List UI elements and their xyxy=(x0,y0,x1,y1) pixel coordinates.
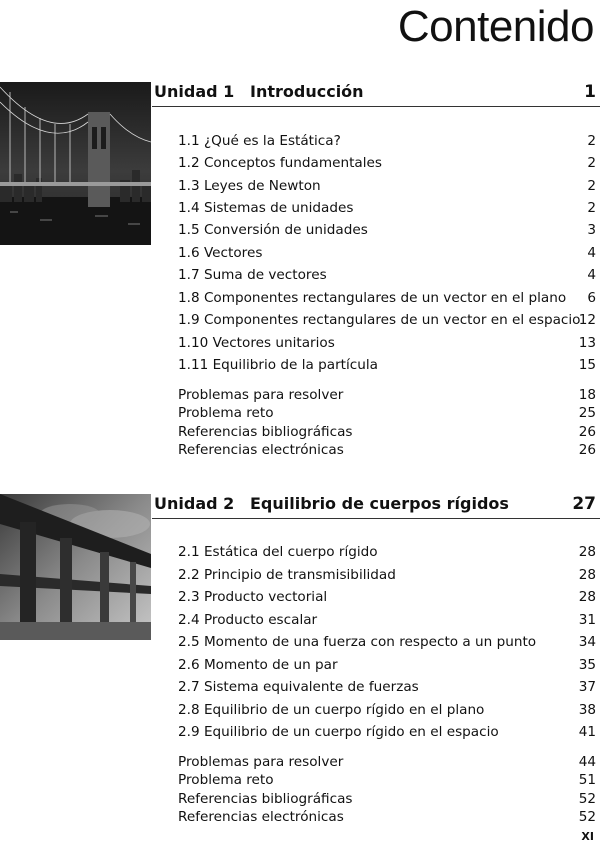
toc-entry-page: 12 xyxy=(578,312,596,328)
toc-entry-page: 6 xyxy=(587,290,596,306)
toc-entry-label: 1.5 Conversión de unidades xyxy=(178,222,368,238)
toc-entry[interactable] xyxy=(178,677,596,697)
unit2-label: Unidad 2 xyxy=(154,494,235,513)
toc-backmatter-label: Problema reto xyxy=(178,405,274,421)
unit1-page: 1 xyxy=(584,82,596,102)
toc-entry-label: 1.3 Leyes de Newton xyxy=(178,178,321,194)
toc-entry[interactable] xyxy=(178,153,596,173)
toc-entry-label: 2.5 Momento de una fuerza con respecto a un punto xyxy=(178,634,537,650)
toc-entry[interactable] xyxy=(178,587,596,607)
toc-backmatter[interactable] xyxy=(178,404,596,422)
page-folio: XI xyxy=(581,830,594,843)
toc-entry-label: 2.6 Momento de un par xyxy=(178,657,338,673)
toc-entry-label: 1.8 Componentes rectangulares de un vector en el plano xyxy=(178,290,567,306)
toc-entry-label: 2.3 Producto vectorial xyxy=(178,589,328,605)
toc-entry-page: 38 xyxy=(578,702,596,718)
toc-entry-page: 2 xyxy=(587,200,596,216)
toc-backmatter[interactable] xyxy=(178,753,596,771)
bridge-night-image xyxy=(0,82,151,245)
toc-entry[interactable] xyxy=(178,288,596,308)
toc-backmatter[interactable] xyxy=(178,423,596,441)
toc-backmatter-page: 52 xyxy=(578,809,596,825)
toc-entry-page: 34 xyxy=(578,634,596,650)
toc-backmatter-label: Problema reto xyxy=(178,772,274,788)
toc-entry-page: 31 xyxy=(578,612,596,628)
toc-entry[interactable] xyxy=(178,220,596,240)
toc-entry-label: 2.1 Estática del cuerpo rígido xyxy=(178,544,378,560)
toc-backmatter-label: Referencias electrónicas xyxy=(178,442,344,458)
toc-entry[interactable] xyxy=(178,632,596,652)
toc-entry-label: 1.10 Vectores unitarios xyxy=(178,335,335,351)
toc-entry-label: 2.8 Equilibrio de un cuerpo rígido en el plano xyxy=(178,702,485,718)
toc-entry-label: 1.1 ¿Qué es la Estática? xyxy=(178,133,341,149)
unit1-title: Introducción xyxy=(250,82,364,101)
toc-entry-page: 15 xyxy=(578,357,596,373)
toc-entry-page: 2 xyxy=(587,133,596,149)
toc-entry-page: 28 xyxy=(578,567,596,583)
toc-entry[interactable] xyxy=(178,198,596,218)
toc-entry-label: 1.4 Sistemas de unidades xyxy=(178,200,354,216)
toc-entry-label: 1.9 Componentes rectangulares de un vector en el espacio xyxy=(178,312,581,328)
toc-entry-page: 28 xyxy=(578,589,596,605)
toc-backmatter-label: Problemas para resolver xyxy=(178,387,344,403)
toc-backmatter-page: 18 xyxy=(578,387,596,403)
toc-backmatter-page: 52 xyxy=(578,791,596,807)
toc-entry[interactable] xyxy=(178,333,596,353)
toc-entry-label: 1.6 Vectores xyxy=(178,245,263,261)
toc-entry[interactable] xyxy=(178,655,596,675)
unit1-bridge-photo xyxy=(0,82,151,245)
toc-entry-label: 1.2 Conceptos fundamentales xyxy=(178,155,382,171)
overpass-image xyxy=(0,494,151,640)
toc-entry[interactable] xyxy=(178,610,596,630)
toc-entry[interactable] xyxy=(178,243,596,263)
unit2-header[interactable] xyxy=(152,490,600,519)
toc-entry-page: 13 xyxy=(578,335,596,351)
toc-entry[interactable] xyxy=(178,565,596,585)
toc-entry[interactable] xyxy=(178,310,596,330)
toc-entry-page: 2 xyxy=(587,155,596,171)
toc-entry[interactable] xyxy=(178,722,596,742)
toc-entry-page: 2 xyxy=(587,178,596,194)
toc-backmatter-page: 44 xyxy=(578,754,596,770)
unit1-label: Unidad 1 xyxy=(154,82,235,101)
toc-entry[interactable] xyxy=(178,542,596,562)
toc-backmatter-page: 26 xyxy=(578,442,596,458)
toc-entry[interactable] xyxy=(178,700,596,720)
toc-entry-label: 2.7 Sistema equivalente de fuerzas xyxy=(178,679,419,695)
toc-backmatter-page: 25 xyxy=(578,405,596,421)
toc-entry-label: 1.7 Suma de vectores xyxy=(178,267,327,283)
unit2-page: 27 xyxy=(572,494,596,514)
toc-backmatter-label: Referencias bibliográficas xyxy=(178,424,353,440)
toc-entry-page: 41 xyxy=(578,724,596,740)
toc-backmatter-page: 26 xyxy=(578,424,596,440)
toc-entry[interactable] xyxy=(178,355,596,375)
toc-entry-label: 1.11 Equilibrio de la partícula xyxy=(178,357,378,373)
toc-backmatter[interactable] xyxy=(178,441,596,459)
toc-entry-page: 35 xyxy=(578,657,596,673)
toc-entry-page: 4 xyxy=(587,245,596,261)
toc-entry-page: 37 xyxy=(578,679,596,695)
toc-entry[interactable] xyxy=(178,131,596,151)
toc-backmatter-label: Referencias electrónicas xyxy=(178,809,344,825)
toc-entry-page: 4 xyxy=(587,267,596,283)
toc-backmatter-label: Referencias bibliográficas xyxy=(178,791,353,807)
toc-entry-page: 3 xyxy=(587,222,596,238)
toc-entry-label: 2.4 Producto escalar xyxy=(178,612,318,628)
unit2-overpass-photo xyxy=(0,494,151,640)
toc-backmatter[interactable] xyxy=(178,771,596,789)
toc-entry[interactable] xyxy=(178,265,596,285)
toc-entry-label: 2.9 Equilibrio de un cuerpo rígido en el espacio xyxy=(178,724,499,740)
toc-entry-label: 2.2 Principio de transmisibilidad xyxy=(178,567,396,583)
unit2-title: Equilibrio de cuerpos rígidos xyxy=(250,494,509,513)
toc-entry-page: 28 xyxy=(578,544,596,560)
unit1-header[interactable] xyxy=(152,78,600,107)
toc-backmatter[interactable] xyxy=(178,790,596,808)
toc-backmatter-page: 51 xyxy=(578,772,596,788)
toc-backmatter[interactable] xyxy=(178,808,596,826)
toc-backmatter[interactable] xyxy=(178,386,596,404)
page-title: Contenido xyxy=(397,2,594,51)
toc-backmatter-label: Problemas para resolver xyxy=(178,754,344,770)
toc-entry[interactable] xyxy=(178,176,596,196)
